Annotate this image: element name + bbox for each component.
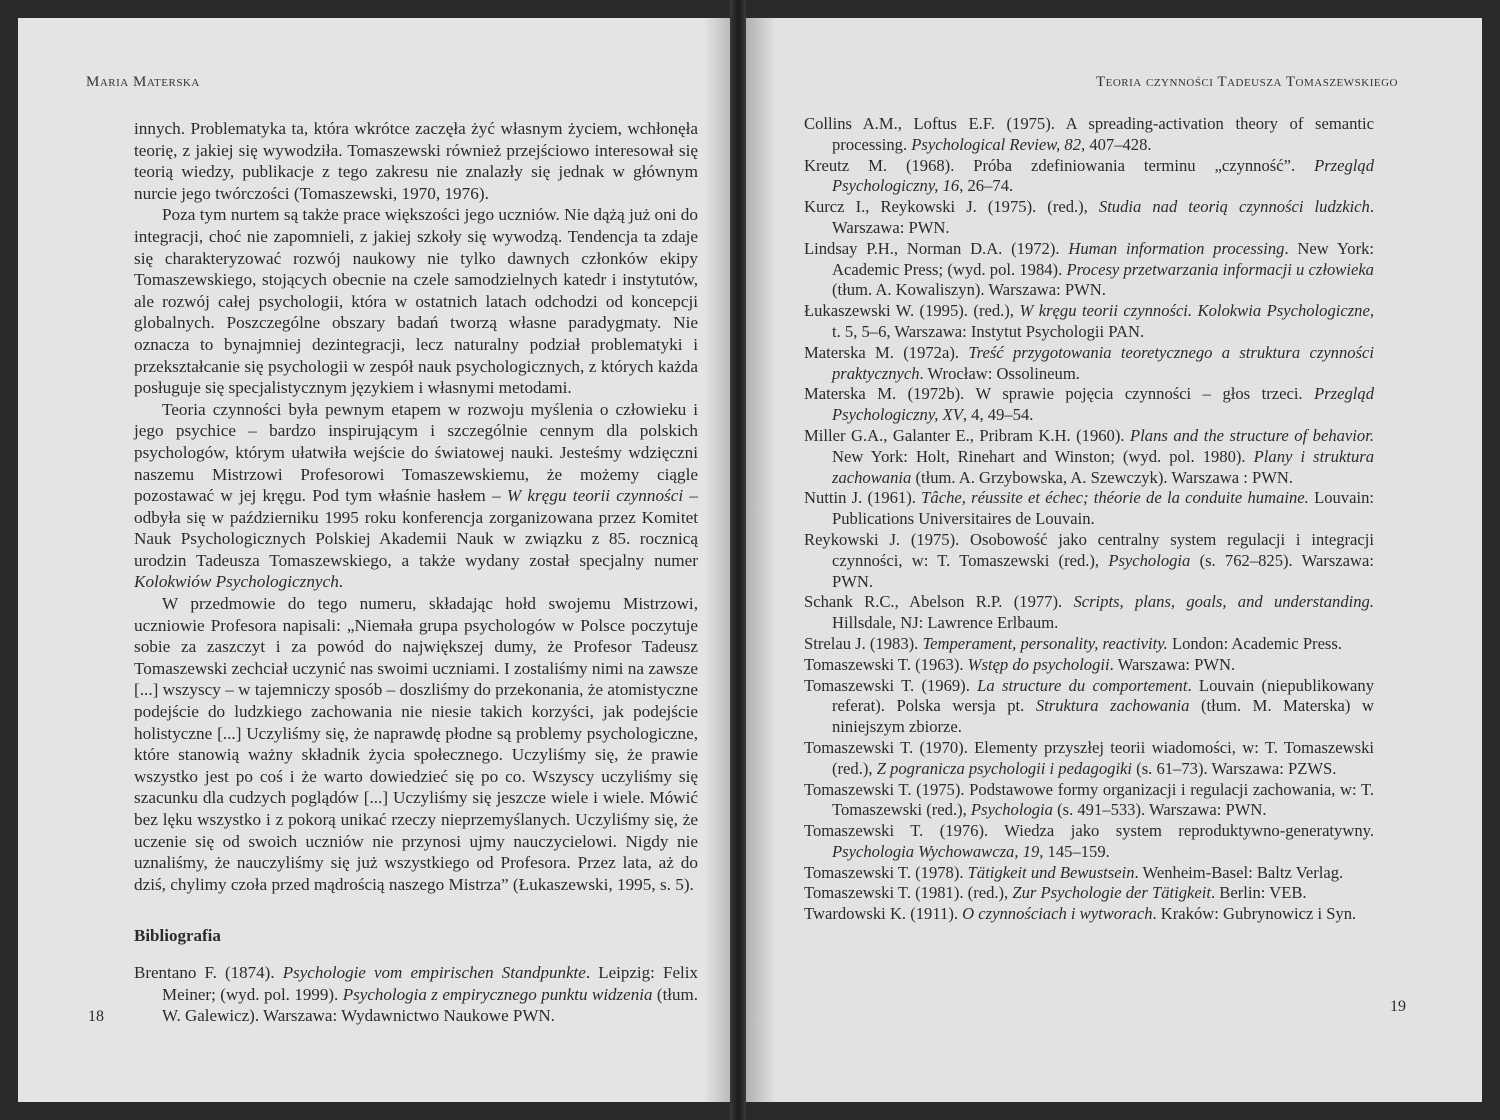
- body-text: [134, 118, 698, 895]
- text-run: Tomaszewski T. (1976). Wiedza jako system reproduktywno-generatywny.: [804, 821, 1374, 841]
- text-run: – odbyła się w październiku 1995 roku konferencja zorganizowana przez Komitet Nauk Psychologicznych Polskiej Akademii Nauk w związku z 85. rocznicą urodzin Tadeusza Tomaszewskiego, a także wydany został specjalny numer: [134, 486, 698, 570]
- text-run: Strelau J. (1983).: [804, 633, 923, 653]
- text-run: (tłum. A. Grzybowska, A. Szewczyk). Warszawa : PWN.: [911, 467, 1294, 487]
- text-run: . Warszawa: PWN.: [832, 197, 1375, 237]
- running-head-author: Maria Materska: [86, 74, 200, 90]
- text-run: (s. 491–533). Warszawa: PWN.: [1052, 800, 1267, 820]
- bibliography-entry: [804, 384, 1374, 426]
- text-run: Miller G.A., Galanter E., Pribram K.H. (1960).: [804, 425, 1131, 445]
- italic-title: Struktura zachowania: [1035, 696, 1190, 716]
- italic-title: Plans and the structure of behavior.: [1130, 425, 1374, 445]
- text-run: Tomaszewski T. (1978).: [804, 862, 968, 882]
- text-run: Łukaszewski W. (1995). (red.),: [804, 301, 1020, 321]
- text-run: Louvain: Publications Universitaires de Louvain.: [832, 488, 1374, 529]
- text-run: . Warszawa: PWN.: [1109, 654, 1236, 674]
- text-run: , 26–74.: [959, 176, 1014, 196]
- text-run: Materska M. (1972b). W sprawie pojęcia czynności – głos trzeci.: [804, 384, 1315, 404]
- text-run: Tomaszewski T. (1981). (red.),: [804, 883, 1013, 903]
- text-run: , 407–428.: [1081, 134, 1152, 154]
- bibliography-entry: [804, 343, 1374, 385]
- right-page: [746, 18, 1482, 1102]
- italic-title: Przegląd Psychologiczny, XV: [832, 384, 1374, 425]
- text-run: (tłum. W. Galewicz). Warszawa: Wydawnictwo Naukowe PWN.: [162, 984, 699, 1026]
- text-run: (tłum. M. Materska) w niniejszym zbiorze.: [832, 696, 1374, 737]
- text-run: , t. 5, 5–6, Warszawa: Instytut Psychologii PAN.: [832, 301, 1374, 341]
- bibliography-entry: [804, 655, 1374, 676]
- text-run: . Louvain (niepublikowany referat). Polska wersja pt.: [832, 675, 1374, 716]
- text-run: Kreutz M. (1968). Próba zdefiniowania terminu „czynność”.: [804, 155, 1315, 175]
- italic-title: Przegląd Psychologiczny, 16: [832, 155, 1374, 196]
- text-run: (tłum. A. Kowaliszyn). Warszawa: PWN.: [832, 280, 1106, 300]
- italic-title: Psychologia z empirycznego punktu widzenia: [342, 984, 653, 1004]
- text-run: London: Academic Press.: [1167, 633, 1342, 653]
- paragraph: innych. Problematyka ta, która wkrótce zaczęła żyć własnym życiem, wchłonęła teorię, z jakiej się wywodziła. Tomaszewski również przejściowo interesował się teorią wiedzy, publikacje z tego zakresu nie znalazły się jednak w głównym nurcie jego twórczości (Tomaszewski, 1970, 1976).: [134, 119, 698, 203]
- text-run: Lindsay P.H., Norman D.A. (1972).: [804, 238, 1069, 258]
- text-run: Materska M. (1972a).: [804, 342, 969, 362]
- text-run: .: [338, 572, 344, 592]
- italic-title: Wstęp do psychologii: [967, 654, 1110, 674]
- text-run: Hillsdale, NJ: Lawrence Erlbaum.: [832, 613, 1059, 633]
- bibliography-list-left: [134, 962, 698, 1027]
- italic-title: Psychological Review, 82: [911, 134, 1082, 154]
- page-number-right: 19: [1390, 998, 1406, 1015]
- bibliography-entry: [804, 676, 1374, 738]
- italic-title: Human information processing: [1068, 238, 1285, 258]
- italic-title: Temperament, personality, reactivity.: [922, 633, 1168, 653]
- italic-title: Procesy przetwarzania informacji u człowieka: [1066, 259, 1374, 279]
- italic-title: Psychologie vom empirischen Standpunkte: [282, 963, 586, 982]
- italic-title: Plany i struktura zachowania: [832, 446, 1374, 487]
- text-run: Reykowski J. (1975). Osobowość jako centralny system regulacji i integracji czynności, w: T. Tomaszewski (red.),: [804, 529, 1374, 570]
- bibliography-entry: [804, 863, 1374, 884]
- italic-title: La structure du comportement: [977, 675, 1188, 695]
- italic-title: O czynnościach i wytworach: [962, 904, 1153, 924]
- italic-title: Zur Psychologie der Tätigkeit: [1012, 883, 1211, 903]
- bibliography-entry: [804, 156, 1374, 198]
- paragraph: W przedmowie do tego numeru, składając hołd swojemu Mistrzowi, uczniowie Profesora napisali: „Niemała grupa psychologów w Polsce poczytuje sobie za zaszczyt i za powód do największej dumy, że Profesor Tadeusz Tomaszewski zechciał uczynić nas swoimi uczniami. I zostaliśmy nimi na zawsze [...] wszyscy – w tajemniczy sposób – doszliśmy do przekonania, że atomistyczne podejście do ludzkiego zachowania nie niesie takich korzyści, jak podejście holistyczne [...] Uczyliśmy się, że naprawdę płodne są problemy psychologiczne, które stanowią ważny składnik życia społecznego. Uczyliśmy się, że prawie wszystko jest po coś i że warto dowiedzieć się po co. Wszyscy uczyliśmy się szacunku dla cudzych poglądów [...] Uczyliśmy się jeszcze wiele i wiele. Mówić bez lęku wszystko i z pokorą unikać rzeczy nieprzemyślanych. Uczyliśmy się, że uczenie się od swoich uczniów nie przynosi ujmy nauczycielowi. Nigdy nie uznaliśmy, że nauczyliśmy się już wszystkiego od Profesora. Przez lata, aż do dziś, chylimy czoła przed mądrością naszego Mistrza” (Łukaszewski, 1995, s. 5).: [134, 594, 698, 894]
- running-head-title: Teoria czynności Tadeusza Tomaszewskiego: [1095, 74, 1398, 90]
- text-run: Brentano F. (1874).: [134, 963, 283, 982]
- text-run: Tomaszewski T. (1970). Elementy przyszłej teorii wiadomości, w: T. Tomaszewski (red.),: [804, 737, 1374, 778]
- paragraph: [134, 399, 698, 593]
- text-run: . Leipzig: Felix Meiner; (wyd. pol. 1999).: [162, 963, 698, 1004]
- bibliography-entry: [804, 239, 1374, 301]
- text-run: . Wrocław: Ossolineum.: [919, 363, 1080, 383]
- text-run: New York: Holt, Rinehart and Winston; (wyd. pol. 1980).: [832, 446, 1254, 466]
- text-run: Schank R.C., Abelson R.P. (1977).: [804, 592, 1074, 612]
- text-run: Kurcz I., Reykowski J. (1975). (red.),: [804, 197, 1099, 217]
- italic-title: W kręgu teorii czynności: [506, 486, 684, 506]
- text-run: Twardowski K. (1911).: [804, 904, 963, 924]
- italic-title: Psychologia Wychowawcza, 19: [832, 841, 1040, 861]
- text-run: Nuttin J. (1961).: [804, 488, 922, 508]
- italic-title: Psychologia: [1108, 550, 1191, 570]
- section-title-bibliography: Bibliografia: [134, 926, 221, 945]
- italic-title: Treść przygotowania teoretycznego a struktura czynności praktycznych: [832, 342, 1375, 383]
- bibliography-entry: [804, 114, 1374, 156]
- gutter-shadow: [746, 18, 776, 1102]
- text-run: , 4, 49–54.: [962, 405, 1034, 425]
- italic-title: Psychologia: [970, 800, 1053, 820]
- bibliography-entry: [804, 738, 1374, 780]
- bibliography-entry: [804, 904, 1374, 925]
- bibliography-entry: [804, 821, 1374, 863]
- bibliography-entry: [804, 197, 1374, 239]
- text-run: (s. 61–73). Warszawa: PZWS.: [1132, 758, 1337, 778]
- italic-title: Studia nad teorią czynności ludzkich: [1098, 197, 1370, 217]
- bibliography-entry: [804, 488, 1374, 530]
- bibliography-entry: [804, 780, 1374, 822]
- paragraph: Poza tym nurtem są także prace większości jego uczniów. Nie dążą już oni do integracji, choć nie zapomnieli, z jakiej szkoły się wywodzą. Tendencja ta zdaje się charakteryzować rozwój naukowy nie tylko dawnych członków ekipy Tomaszewskiego, stojących obecnie na czele samodzielnych katedr i instytutów, ale rozwój całej psychologii, która w ostatnich latach odchodzi od koncepcji globalnych. Poszczególne obszary badań tworzą własne paradygmaty. Nie oznacza to bynajmniej dezintegracji, lecz naturalny podział problematyki i przekształcanie się psychologii w zespół nauk psychologicznych, z których każda posługuje się specjalistycznym językiem i własnymi metodami.: [134, 205, 698, 398]
- bibliography-entry: [804, 301, 1374, 343]
- book-spine: [730, 0, 746, 1120]
- text-run: . Berlin: VEB.: [1211, 883, 1307, 903]
- text-run: . Kraków: Gubrynowicz i Syn.: [1152, 904, 1357, 924]
- italic-title: Kolokwiów Psychologicznych: [134, 572, 339, 592]
- italic-title: W kręgu teorii czynności. Kolokwia Psychologiczne: [1019, 301, 1370, 321]
- bibliography-entry: [134, 962, 698, 1027]
- text-run: Tomaszewski T. (1963).: [804, 654, 968, 674]
- text-run: , 145–159.: [1039, 841, 1110, 861]
- page-number-left: 18: [88, 1008, 104, 1025]
- left-page: [18, 18, 730, 1102]
- italic-title: Z pogranicza psychologii i pedagogiki: [876, 758, 1133, 778]
- text-run: . New York: Academic Press; (wyd. pol. 1984).: [832, 238, 1374, 279]
- bibliography-entry: [804, 426, 1374, 488]
- text-run: . Wenheim-Basel: Baltz Verlag.: [1134, 862, 1344, 882]
- italic-title: Tâche, réussite et échec; théorie de la conduite humaine.: [921, 488, 1309, 508]
- text-run: Tomaszewski T. (1975). Podstawowe formy organizacji i regulacji zachowania, w: T. Tomaszewski (red.),: [804, 779, 1374, 820]
- bibliography-list-right: [804, 114, 1374, 925]
- italic-title: Scripts, plans, goals, and understanding.: [1073, 592, 1374, 612]
- bibliography-entry: [804, 634, 1374, 655]
- gutter-shadow: [704, 18, 730, 1102]
- text-run: (s. 762–825). Warszawa: PWN.: [832, 550, 1374, 591]
- text-run: Tomaszewski T. (1969).: [804, 675, 978, 695]
- italic-title: Tätigkeit und Bewustsein: [967, 862, 1135, 882]
- text-run: Collins A.M., Loftus E.F. (1975). A spreading-activation theory of semantic processing.: [804, 114, 1374, 154]
- bibliography-entry: [804, 883, 1374, 904]
- text-run: Teoria czynności była pewnym etapem w rozwoju myślenia o człowieku i jego psychice – bardzo inspirującym i szczególnie cennym dla polskich psychologów, którym ułatwiła wejście do światowej nauki. Jesteśmy wdzięczni naszemu Mistrzowi Profesorowi Tomaszewskiemu, że możemy ciągle pozostawać w jej kręgu. Pod tym właśnie hasłem –: [134, 399, 698, 506]
- bibliography-entry: [804, 530, 1374, 592]
- bibliography-entry: [804, 592, 1374, 634]
